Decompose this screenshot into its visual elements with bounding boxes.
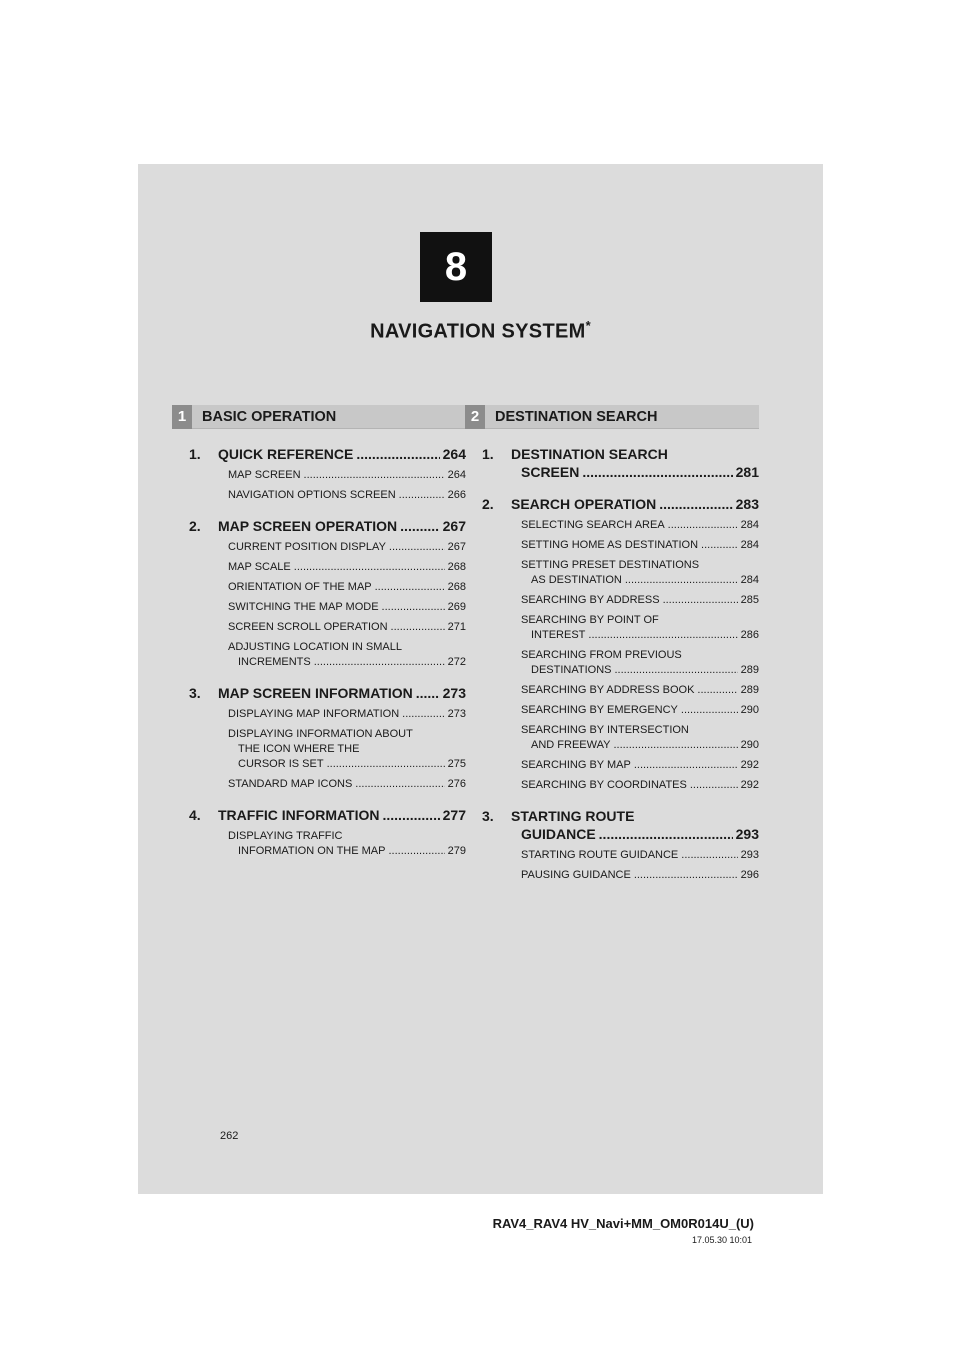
entry-title-line: SEARCHING BY INTERSECTION (521, 724, 689, 736)
dot-leader (681, 703, 738, 718)
chapter-title-text: NAVIGATION SYSTEM (370, 320, 586, 343)
toc-topic-entry[interactable] (218, 640, 466, 670)
dot-leader (582, 463, 732, 481)
entry-title-line: DISPLAYING INFORMATION ABOUT (228, 728, 413, 740)
entry-title-line: SEARCHING BY EMERGENCY (521, 704, 678, 716)
entry-page-number: 267 (442, 518, 466, 534)
entry-title-line: ADJUSTING LOCATION IN SMALL (228, 641, 402, 653)
entry-title-line: INCREMENTS (238, 656, 311, 668)
toc-topic-entry[interactable] (511, 723, 759, 753)
document-id: RAV4_RAV4 HV_Navi+MM_OM0R014U_(U) (492, 1216, 754, 1231)
entry-row (228, 580, 466, 595)
dot-leader (690, 778, 738, 793)
toc-topic-entry[interactable] (218, 727, 466, 772)
entry-page-number: 296 (740, 869, 759, 881)
entry-row (228, 757, 466, 772)
toc-topic-entry[interactable] (511, 703, 759, 718)
section-number: 2 (465, 405, 485, 429)
section-header-basic-operation (172, 405, 466, 429)
toc-topic-entry[interactable] (218, 488, 466, 503)
dot-leader (599, 825, 733, 843)
toc-topic-entry[interactable] (511, 518, 759, 533)
entry-row (521, 683, 759, 698)
toc-topic-entry[interactable] (218, 560, 466, 575)
entry-row (521, 518, 759, 533)
entry-row (511, 495, 759, 513)
toc-topic-entry[interactable] (218, 707, 466, 722)
toc-topic-entry[interactable] (218, 620, 466, 635)
entry-page-number: 290 (740, 704, 759, 716)
entry-row (228, 600, 466, 615)
entry-page-number: 285 (740, 594, 759, 606)
toc-topic-entry[interactable] (511, 538, 759, 553)
entry-number: 1. (482, 446, 494, 462)
toc-chapter-entry[interactable] (189, 806, 466, 824)
entry-title-line: SETTING PRESET DESTINATIONS (521, 559, 700, 571)
entry-number: 3. (482, 808, 494, 824)
entry-row (521, 703, 759, 718)
entry-page-number: 292 (740, 779, 759, 791)
toc-topic-entry[interactable] (218, 580, 466, 595)
entry-row (228, 540, 466, 555)
toc-topic-entry[interactable] (511, 593, 759, 608)
entry-row (521, 848, 759, 863)
dot-leader (356, 445, 439, 463)
entry-title-line: TRAFFIC INFORMATION (218, 807, 380, 823)
chapter-number-box (420, 232, 492, 302)
dot-leader (701, 538, 738, 553)
entry-number: 3. (189, 685, 201, 701)
entry-title-line: SEARCHING FROM PREVIOUS (521, 649, 682, 661)
entry-title-line: MAP SCREEN (228, 469, 301, 481)
entry-title-line: SWITCHING THE MAP MODE (228, 601, 379, 613)
dot-leader (697, 683, 737, 698)
entry-page-number: 275 (447, 758, 466, 770)
entry-row (521, 738, 759, 753)
dot-leader (391, 620, 445, 635)
entry-title-line: INFORMATION ON THE MAP (238, 845, 386, 857)
entry-row (521, 628, 759, 643)
entry-page-number: 267 (447, 541, 466, 553)
section-number: 1 (172, 405, 192, 429)
dot-leader (382, 600, 445, 615)
entry-page-number: 289 (740, 664, 759, 676)
dot-leader (613, 738, 737, 753)
entry-row (228, 560, 466, 575)
entry-title-line: STANDARD MAP ICONS (228, 778, 353, 790)
entry-page-number: 286 (740, 629, 759, 641)
entry-title-line: SCREEN (521, 464, 580, 480)
entry-row (228, 488, 466, 503)
entry-page-number: 283 (735, 496, 759, 512)
entry-title-line: AND FREEWAY (531, 739, 611, 751)
section-label: BASIC OPERATION (202, 408, 337, 425)
entry-title-line: MAP SCALE (228, 561, 291, 573)
dot-leader (389, 844, 445, 859)
entry-title-line: SETTING HOME AS DESTINATION (521, 539, 699, 551)
dot-leader (294, 560, 445, 575)
toc-chapter-entry[interactable] (482, 495, 759, 513)
entry-title-line: MAP SCREEN INFORMATION (218, 685, 413, 701)
entry-page-number: 273 (442, 685, 466, 701)
entry-page-number: 290 (740, 739, 759, 751)
entry-page-number: 279 (447, 845, 466, 857)
entry-page-number: 293 (735, 826, 759, 842)
entry-page-number: 277 (442, 807, 466, 823)
entry-title-line: CURSOR IS SET (238, 758, 324, 770)
toc-topic-entry[interactable] (218, 777, 466, 792)
toc-chapter-entry[interactable] (189, 445, 466, 463)
toc-topic-entry[interactable] (218, 829, 466, 859)
entry-row (511, 463, 759, 481)
spacer (218, 675, 466, 684)
entry-row (228, 777, 466, 792)
entry-page-number: 271 (447, 621, 466, 633)
dot-leader (625, 573, 738, 588)
entry-title-line: STARTING ROUTE GUIDANCE (521, 849, 679, 861)
entry-number: 1. (189, 446, 201, 462)
chapter-title (138, 318, 823, 344)
dot-leader (327, 757, 445, 772)
toc-topic-entry[interactable] (511, 868, 759, 883)
entry-page-number: 273 (447, 708, 466, 720)
toc-topic-entry[interactable] (511, 848, 759, 863)
entry-row (521, 778, 759, 793)
page-number: 262 (220, 1130, 239, 1142)
toc-topic-entry[interactable] (511, 558, 759, 588)
toc-chapter-entry[interactable] (189, 517, 466, 535)
section-label: DESTINATION SEARCH (495, 408, 658, 425)
entry-title-line: NAVIGATION OPTIONS SCREEN (228, 489, 396, 501)
dot-leader (634, 758, 738, 773)
dot-leader (304, 468, 445, 483)
toc-topic-entry[interactable] (511, 683, 759, 698)
entry-row (521, 573, 759, 588)
entry-title-line: SEARCH OPERATION (511, 496, 657, 512)
entry-page-number: 264 (442, 446, 466, 462)
entry-title-line: DESTINATION SEARCH (511, 446, 668, 462)
entry-number: 4. (189, 807, 201, 823)
dot-leader (383, 806, 440, 824)
dot-leader (375, 580, 445, 595)
entry-page-number: 272 (447, 656, 466, 668)
section-header-destination-search (465, 405, 759, 429)
dot-leader (402, 707, 445, 722)
toc-topic-entry[interactable] (511, 613, 759, 643)
entry-title-line: DISPLAYING MAP INFORMATION (228, 708, 400, 720)
spacer (218, 797, 466, 806)
toc-topic-entry[interactable] (218, 468, 466, 483)
entry-page-number: 266 (447, 489, 466, 501)
entry-row (228, 707, 466, 722)
toc-chapter-entry[interactable] (189, 684, 466, 702)
entry-title-line: SELECTING SEARCH AREA (521, 519, 665, 531)
entry-row (228, 655, 466, 670)
entry-page-number: 269 (447, 601, 466, 613)
entry-title-line: GUIDANCE (521, 826, 596, 842)
spacer (218, 508, 466, 517)
entry-title-line: INTEREST (531, 629, 586, 641)
dot-leader (416, 684, 440, 702)
entry-title-line: DESTINATIONS (531, 664, 612, 676)
entry-page-number: 293 (740, 849, 759, 861)
entry-title-line: SEARCHING BY MAP (521, 759, 631, 771)
entry-row (228, 620, 466, 635)
entry-page-number: 264 (447, 469, 466, 481)
dot-leader (668, 518, 738, 533)
entry-row (511, 825, 759, 843)
toc-topic-entry[interactable] (511, 778, 759, 793)
entry-row (228, 468, 466, 483)
document-timestamp: 17.05.30 10:01 (691, 1235, 752, 1245)
chapter-title-mark: * (585, 318, 591, 333)
entry-page-number: 281 (735, 464, 759, 480)
entry-row (218, 517, 466, 535)
entry-row (218, 445, 466, 463)
toc-column-left (189, 445, 466, 864)
entry-number: 2. (189, 518, 201, 534)
entry-title-line: SEARCHING BY ADDRESS (521, 594, 660, 606)
entry-title-line: MAP SCREEN OPERATION (218, 518, 398, 534)
entry-page-number: 284 (740, 539, 759, 551)
toc-chapter-entry[interactable] (482, 445, 759, 481)
entry-row (521, 868, 759, 883)
dot-leader (681, 848, 737, 863)
toc-topic-entry[interactable] (218, 540, 466, 555)
entry-title-line: ORIENTATION OF THE MAP (228, 581, 372, 593)
chapter-number: 8 (444, 244, 468, 289)
entry-page-number: 289 (740, 684, 759, 696)
entry-row (521, 538, 759, 553)
dot-leader (634, 868, 738, 883)
entry-title-line: PAUSING GUIDANCE (521, 869, 631, 881)
dot-leader (663, 593, 738, 608)
dot-leader (399, 488, 445, 503)
entry-page-number: 284 (740, 574, 759, 586)
entry-page-number: 284 (740, 519, 759, 531)
toc-topic-entry[interactable] (511, 648, 759, 678)
entry-title-line: STARTING ROUTE (511, 808, 635, 824)
dot-leader (614, 663, 737, 678)
entry-row (218, 806, 466, 824)
entry-number: 2. (482, 496, 494, 512)
entry-row (521, 593, 759, 608)
entry-title-line: DISPLAYING TRAFFIC (228, 830, 343, 842)
entry-row (521, 663, 759, 678)
entry-row (228, 844, 466, 859)
spacer (511, 486, 759, 495)
entry-page-number: 268 (447, 581, 466, 593)
toc-chapter-entry[interactable] (482, 807, 759, 843)
entry-title-line: SEARCHING BY COORDINATES (521, 779, 687, 791)
dot-leader (389, 540, 445, 555)
dot-leader (659, 495, 732, 513)
entry-title-line: AS DESTINATION (531, 574, 622, 586)
entry-page-number: 268 (447, 561, 466, 573)
entry-title-line: SCREEN SCROLL OPERATION (228, 621, 388, 633)
entry-title-line: CURRENT POSITION DISPLAY (228, 541, 386, 553)
toc-column-right (482, 445, 759, 888)
entry-row (218, 684, 466, 702)
entry-title-line: QUICK REFERENCE (218, 446, 354, 462)
entry-row (521, 758, 759, 773)
dot-leader (588, 628, 737, 643)
entry-title-line: SEARCHING BY POINT OF (521, 614, 659, 626)
toc-topic-entry[interactable] (218, 600, 466, 615)
entry-page-number: 292 (740, 759, 759, 771)
entry-title-line: THE ICON WHERE THE (238, 743, 360, 755)
entry-page-number: 276 (447, 778, 466, 790)
spacer (511, 798, 759, 807)
dot-leader (314, 655, 445, 670)
toc-topic-entry[interactable] (511, 758, 759, 773)
dot-leader (355, 777, 444, 792)
entry-title-line: SEARCHING BY ADDRESS BOOK (521, 684, 695, 696)
dot-leader (400, 517, 439, 535)
